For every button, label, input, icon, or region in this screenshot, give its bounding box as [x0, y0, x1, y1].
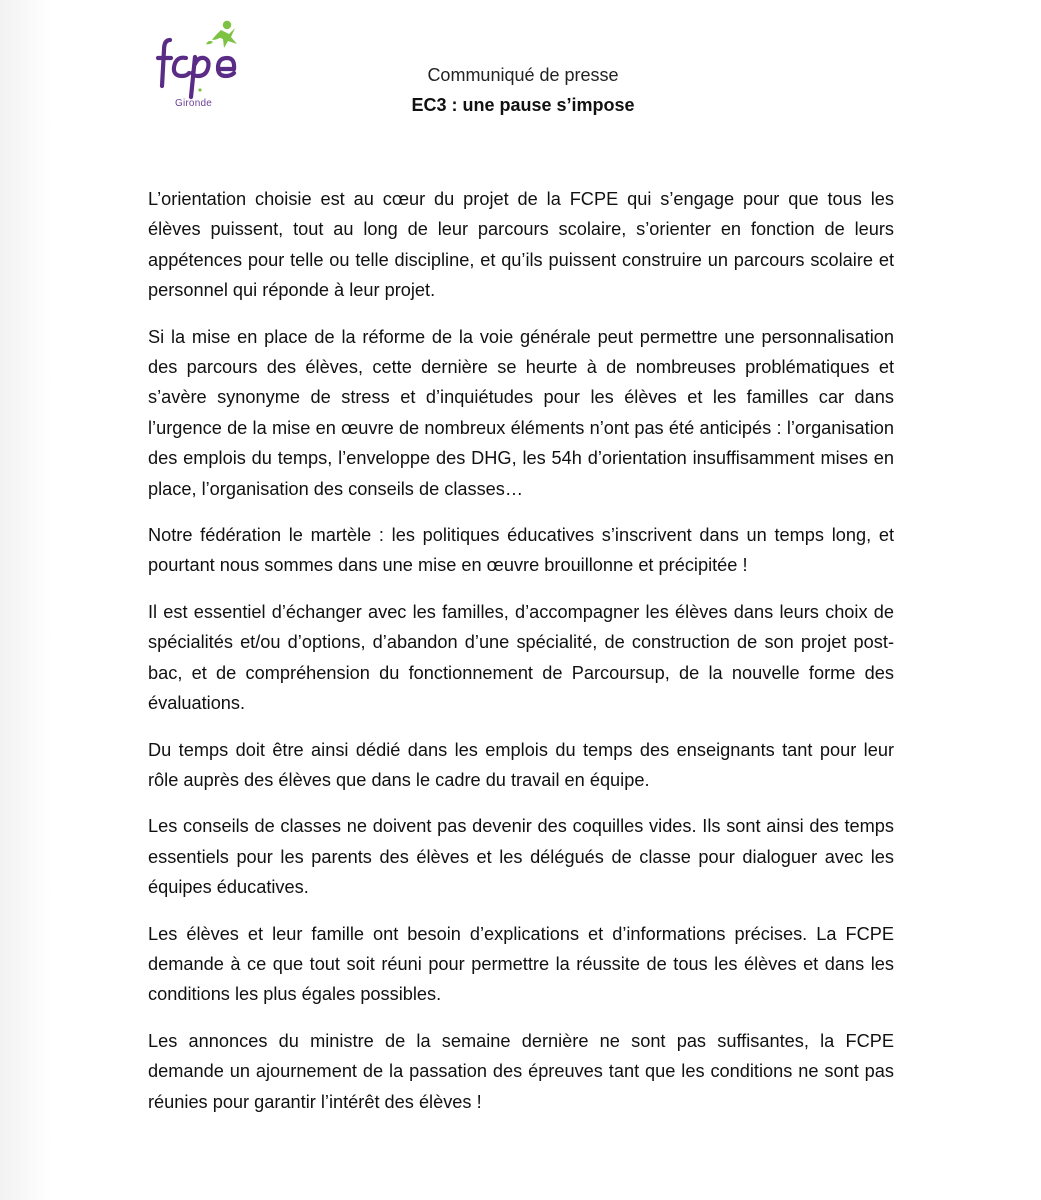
page-edge-shadow	[0, 0, 52, 1200]
body-paragraph: Il est essentiel d’échanger avec les familles, d’accompagner les élèves dans leurs choix de spécialités et/ou d’options, d’abandon d’une spécialité, de construction de son projet post-bac, et de compréhension du fonctionnement de Parcoursup, de la nouvelle forme des évaluations.	[148, 601, 894, 714]
document-title: EC3 : une pause s’impose	[411, 95, 635, 115]
leaf-figure-icon	[206, 21, 237, 48]
body-paragraph: L’orientation choisie est au cœur du projet de la FCPE qui s’engage pour que tous les élèves puissent, tout au long de leur parcours scolaire, s’orienter en fonction de leurs appétences pour telle ou telle discipline, et qu’ils puissent construire un parcours scolaire et personnel qui réponde à leur projet.	[148, 189, 894, 301]
body-paragraph: Les annonces du ministre de la semaine dernière ne sont pas suffisantes, la FCPE demande un ajournement de la passation des épreuves tant que les conditions ne sont pas réunies pour garantir l’intérêt des élèves !	[148, 1030, 894, 1112]
press-release-label: Communiqué de presse	[427, 65, 619, 85]
body-paragraph: Si la mise en place de la réforme de la voie générale peut permettre une personnalisation des parcours des élèves, cette dernière se heurte à de nombreuses problématiques et s’avère synonyme de stress et d’inquiétudes pour les élèves et les familles car dans l’urgence de la mise en œuvre de nombreux éléments n’ont pas été anticipés : l’organisation des emplois du temps, l’enveloppe des DHG, les 54h d’orientation insuffisamment mises en place, l’organisation des conseils de classes…	[148, 326, 894, 499]
body-paragraph: Du temps doit être ainsi dédié dans les emplois du temps des enseignants tant pour leur rôle auprès des élèves que dans le cadre du travail en équipe.	[148, 739, 894, 790]
body-paragraph: Notre fédération le martèle : les politiques éducatives s’inscrivent dans un temps long, et pourtant nous sommes dans une mise en œuvre brouillonne et précipitée !	[148, 525, 894, 576]
document-body	[148, 184, 894, 1133]
body-paragraph: Les élèves et leur famille ont besoin d’explications et d’informations précises. La FCPE demande à ce que tout soit réuni pour permettre la réussite de tous les élèves et dans les conditions les plus égales possibles.	[148, 923, 894, 1005]
logo-region-label: Gironde	[175, 98, 212, 109]
document-header	[0, 64, 1041, 116]
body-paragraph: Les conseils de classes ne doivent pas devenir des coquilles vides. Ils sont ainsi des temps essentiels pour les parents des élèves et les délégués de classe pour dialoguer avec les équipes éducatives.	[148, 816, 894, 898]
